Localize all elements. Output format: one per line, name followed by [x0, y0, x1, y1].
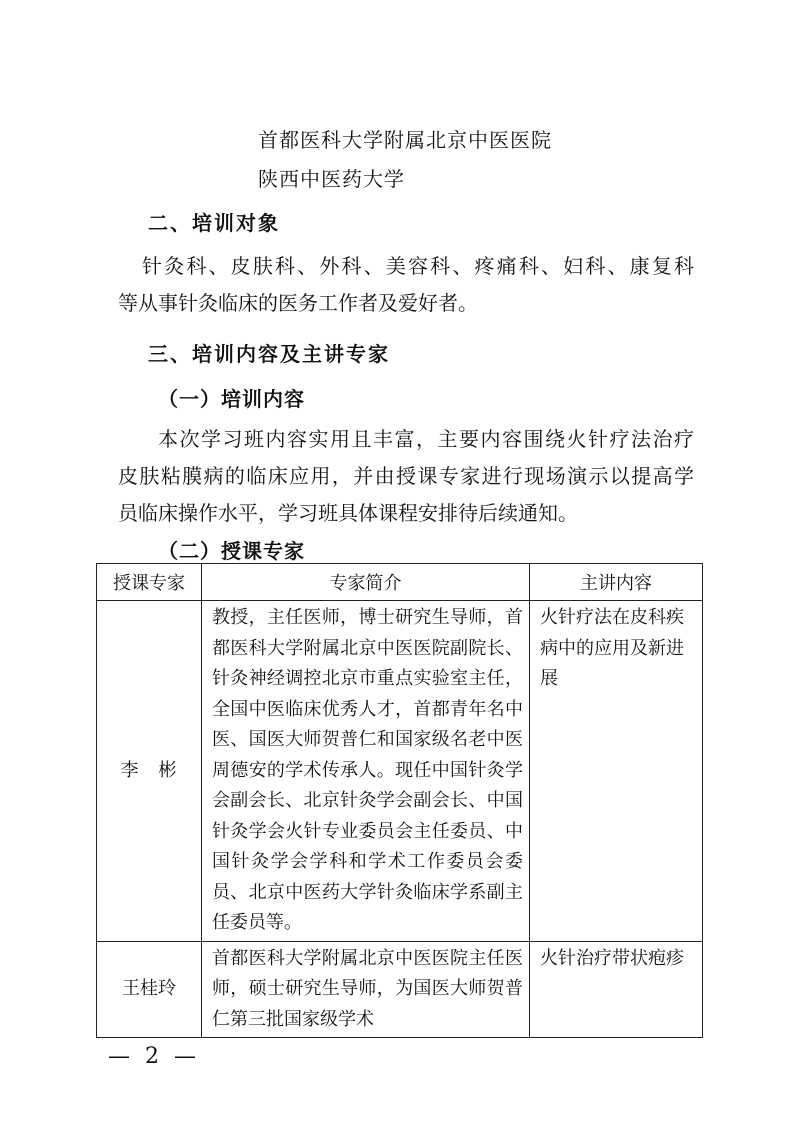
section-2-text-2: 等从事针灸临床的医务工作者及爱好者。	[118, 291, 478, 315]
subsection-1-text-2: 皮肤粘膜病的临床应用，并由授课专家进行现场演示以提高学	[118, 464, 694, 488]
experts-table	[96, 563, 703, 1038]
expert-bio: 教授，主任医师，博士研究生导师，首都医科大学附属北京中医医院副院长、针灸神经调控北京市重点实验室主任，全国中医临床优秀人才，首都青年名中医、国医大师贺普仁和国家级名老中医周德安的学术传承人。现任中国针灸学会副会长、北京针灸学会副会长、中国针灸学会火针专业委员会主任委员、中国针灸学会学科和学术工作委员会委员、北京中医药大学针灸临床学系副主任委员等。	[202, 601, 530, 942]
subsection-1-text-1: 本次学习班内容实用且丰富，主要内容围绕火针疗法治疗	[158, 427, 694, 451]
expert-name: 李 彬	[97, 601, 202, 942]
table-row	[97, 941, 703, 1038]
header-expert: 授课专家	[97, 564, 202, 601]
header-bio: 专家简介	[202, 564, 530, 601]
section-2-heading: 二、培训对象	[148, 211, 280, 235]
subsection-2-title: （二）授课专家	[158, 539, 305, 563]
subsection-1-line1	[158, 421, 694, 458]
subsection-1-title: （一）培训内容	[158, 387, 305, 411]
subsection-1-text-3: 员临床操作水平，学习班具体课程安排待后续通知。	[118, 501, 578, 525]
organizer-1: 首都医科大学附属北京中医医院	[258, 128, 552, 152]
expert-topic: 火针疗法在皮科疾病中的应用及新进展	[530, 601, 703, 942]
page-number: — 2 —	[108, 1044, 200, 1069]
header-topic: 主讲内容	[530, 564, 703, 601]
section-3-heading: 三、培训内容及主讲专家	[148, 342, 390, 366]
subsection-1-line3	[118, 495, 692, 532]
section-2-body-line1	[142, 248, 694, 285]
subsection-1-line2	[118, 458, 694, 495]
subsection-1-heading	[158, 383, 305, 412]
organizer-2: 陕西中医药大学	[258, 167, 405, 191]
subsection-2-heading	[158, 535, 305, 564]
section-2-text-1: 针灸科、皮肤科、外科、美容科、疼痛科、妇科、康复科	[142, 254, 694, 278]
table-header-row	[97, 564, 703, 601]
expert-bio: 首都医科大学附属北京中医医院主任医师，硕士研究生导师，为国医大师贺普仁第三批国家级学术	[202, 941, 530, 1038]
expert-name: 王桂玲	[97, 941, 202, 1038]
section-2-body-line2	[118, 285, 692, 322]
expert-topic: 火针治疗带状疱疹	[530, 941, 703, 1038]
table-row	[97, 601, 703, 942]
